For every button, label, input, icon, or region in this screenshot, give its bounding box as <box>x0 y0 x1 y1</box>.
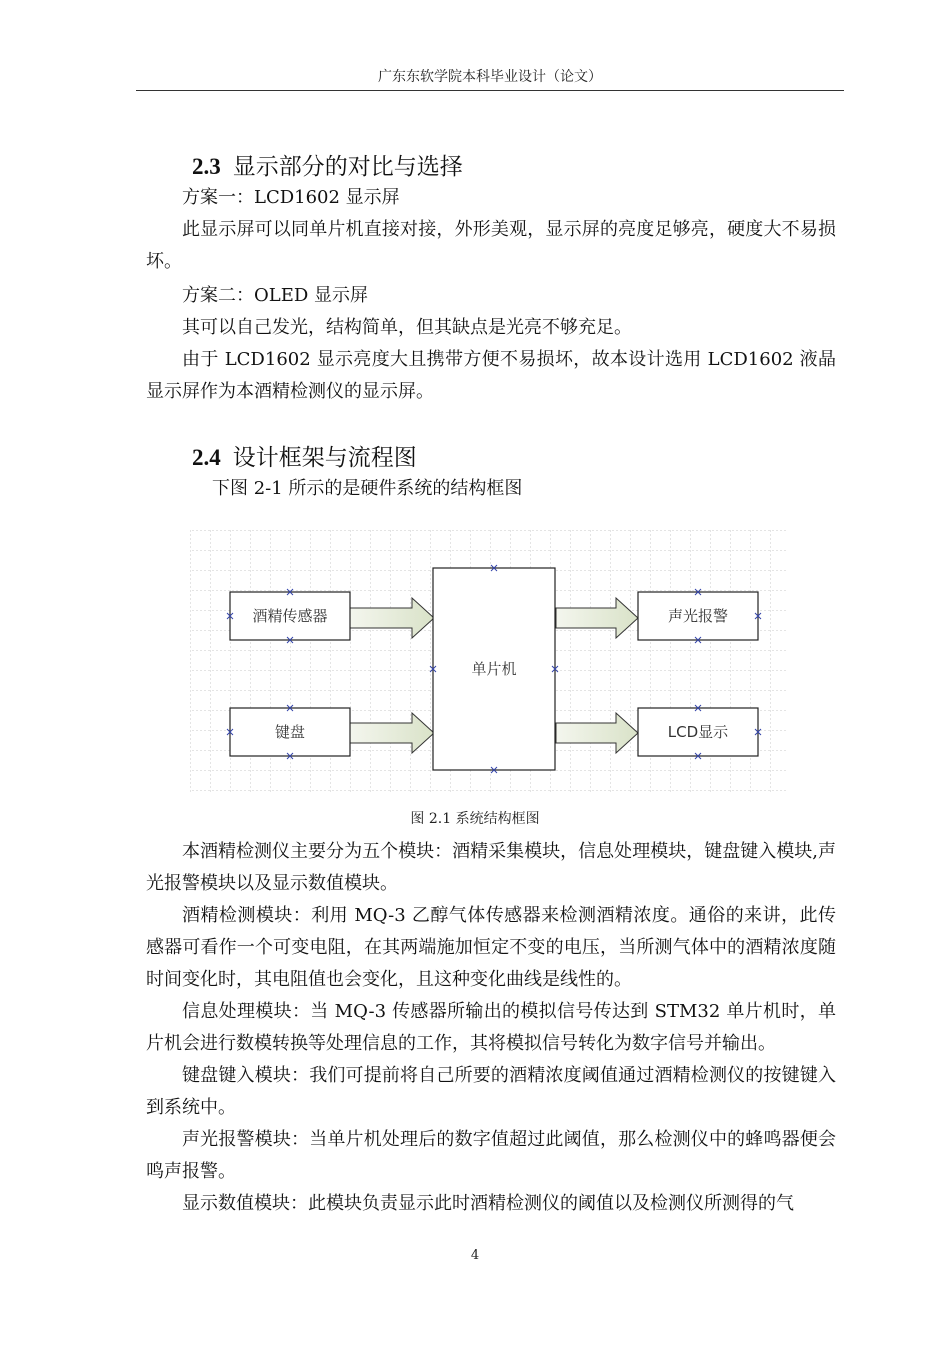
option1-text: 此显示屏可以同单片机直接对接，外形美观，显示屏的亮度足够亮，硬度大不易损坏。 <box>146 219 836 272</box>
option1-title: 方案一：LCD1602 显示屏 <box>182 187 400 208</box>
section-heading-2-3 <box>192 148 463 181</box>
system-block-diagram <box>190 530 786 792</box>
body-paragraph-5: 声光报警模块：当单片机处理后的数字值超过此阈值，那么检测仪中的蜂鸣器便会鸣声报警。 <box>146 1129 836 1182</box>
option2-text: 其可以自己发光，结构简单，但其缺点是光亮不够充足。 <box>182 317 632 338</box>
section-title: 设计框架与流程图 <box>232 445 417 471</box>
figure-caption: 图 2.1 系统结构框图 <box>410 811 540 827</box>
section-title: 显示部分的对比与选择 <box>232 154 463 180</box>
figure-intro: 下图 2-1 所示的是硬件系统的结构框图 <box>212 478 523 499</box>
section-number: 2.3 <box>192 154 221 179</box>
body-paragraph-4: 键盘键入模块：我们可提前将自己所要的酒精浓度阈值通过酒精检测仪的按键键入到系统中。 <box>146 1065 836 1118</box>
body-paragraph-2: 酒精检测模块：利用 MQ-3 乙醇气体传感器来检测酒精浓度。通俗的来讲，此传感器可看作一个可变电阻，在其两端施加恒定不变的电压，当所测气体中的酒精浓度随时间变化时，其电阻值也会变化，且这种变化曲线是线性的。 <box>146 905 836 990</box>
section-number: 2.4 <box>192 445 221 470</box>
section-heading-2-4 <box>192 439 417 472</box>
block-label-lcd: LCD显示 <box>667 723 729 741</box>
page-number: 4 <box>470 1248 480 1263</box>
header-rule <box>136 90 844 91</box>
block-label-mcu: 单片机 <box>471 660 517 678</box>
block-label-keyboard: 键盘 <box>274 723 306 741</box>
block-label-sensor: 酒精传感器 <box>252 607 328 625</box>
body-paragraph-6: 显示数值模块：此模块负责显示此时酒精检测仪的阈值以及检测仪所测得的气 <box>182 1193 794 1214</box>
body-paragraph-1: 本酒精检测仪主要分为五个模块：酒精采集模块，信息处理模块，键盘键入模块,声光报警模块以及显示数值模块。 <box>146 841 836 894</box>
option2-title: 方案二：OLED 显示屏 <box>182 285 369 306</box>
conclusion-paragraph: 由于 LCD1602 显示亮度大且携带方便不易损坏，故本设计选用 LCD1602 液晶显示屏作为本酒精检测仪的显示屏。 <box>146 349 836 402</box>
body-paragraph-3: 信息处理模块：当 MQ-3 传感器所输出的模拟信号传达到 STM32 单片机时，单片机会进行数模转换等处理信息的工作，其将模拟信号转化为数字信号并输出。 <box>146 1001 836 1054</box>
block-label-alarm: 声光报警 <box>667 607 729 625</box>
running-header: 广东东软学院本科毕业设计（论文） <box>378 69 602 85</box>
